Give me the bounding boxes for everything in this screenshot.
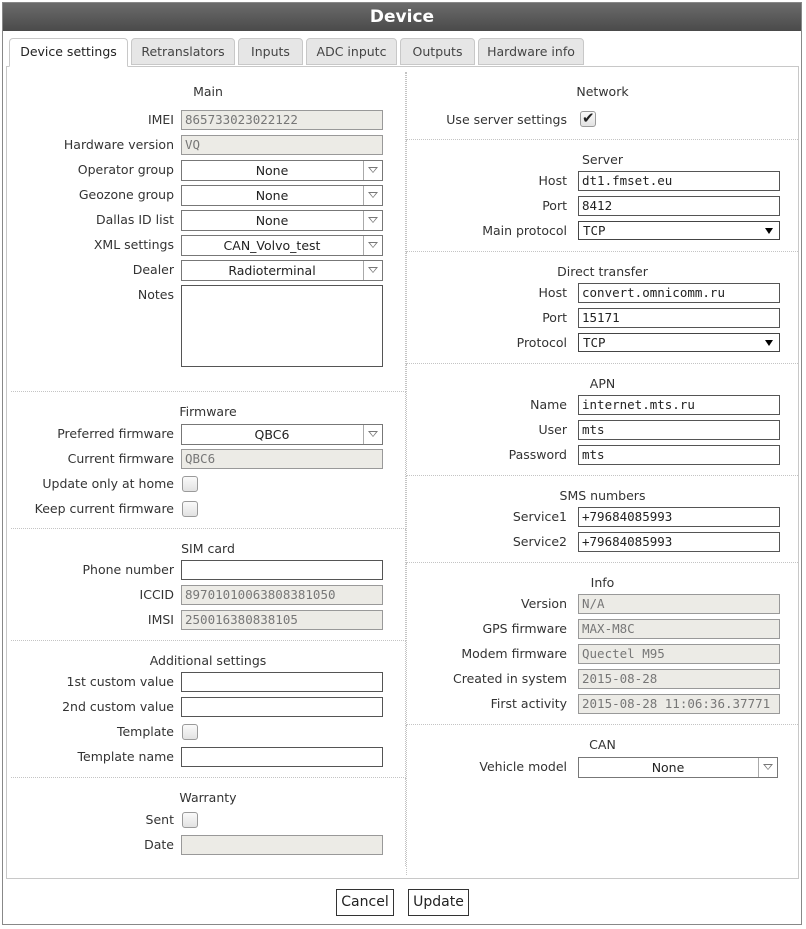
direct-protocol-label: Protocol: [516, 335, 567, 350]
current-firmware-field[interactable]: QBC6: [181, 449, 383, 469]
dallas-id-list-label: Dallas ID list: [95, 212, 174, 227]
direct-transfer-section: [406, 252, 798, 364]
direct-host-label: Host: [538, 285, 567, 300]
can-section-title: CAN: [589, 737, 616, 752]
cancel-button[interactable]: Cancel: [336, 889, 394, 916]
preferred-firmware-value: QBC6: [254, 427, 290, 442]
update-only-at-home-label: Update only at home: [42, 476, 174, 491]
warranty-section-title: Warranty: [179, 790, 237, 805]
apn-name-field[interactable]: internet.mts.ru: [578, 395, 780, 415]
version-field[interactable]: N/A: [578, 594, 780, 614]
update-only-at-home-checkbox[interactable]: [182, 476, 198, 492]
use-server-settings-label: Use server settings: [446, 112, 567, 127]
imei-label: IMEI: [147, 112, 174, 127]
first-activity-field[interactable]: 2015-08-28 11:06:36.37771: [578, 694, 780, 714]
custom-value-2-label: 2nd custom value: [62, 699, 174, 714]
server-host-label: Host: [538, 173, 567, 188]
first-activity-label: First activity: [490, 696, 567, 711]
sim-card-section-title: SIM card: [181, 541, 235, 556]
chevron-down-icon: [363, 161, 382, 180]
main-section: [11, 72, 406, 392]
checkmark-icon: ✔: [582, 109, 595, 127]
xml-settings-value: CAN_Volvo_test: [223, 238, 321, 253]
created-in-system-field[interactable]: 2015-08-28: [578, 669, 780, 689]
service2-field[interactable]: +79684085993: [578, 532, 780, 552]
sent-label: Sent: [145, 812, 174, 827]
gps-firmware-label: GPS firmware: [482, 621, 567, 636]
operator-group-label: Operator group: [77, 162, 174, 177]
warranty-section: [11, 778, 406, 866]
device-dialog: [2, 2, 802, 925]
operator-group-value: None: [255, 163, 289, 178]
hardware-version-label: Hardware version: [63, 137, 174, 152]
dealer-value: Radioterminal: [228, 263, 316, 278]
tab-hardware-info[interactable]: Hardware info: [478, 38, 584, 65]
chevron-down-icon: [363, 211, 382, 230]
network-section-title: Network: [576, 84, 629, 99]
apn-user-field[interactable]: mts: [578, 420, 780, 440]
dialog-title: Device: [3, 3, 801, 31]
dealer-select[interactable]: [181, 260, 383, 281]
dallas-id-list-select[interactable]: [181, 210, 383, 231]
apn-password-field[interactable]: mts: [578, 445, 780, 465]
firmware-section-title: Firmware: [179, 404, 237, 419]
device-settings-panel: [6, 66, 799, 879]
chevron-down-icon: [363, 236, 382, 255]
sms-numbers-section: [406, 476, 798, 563]
apn-section-title: APN: [589, 376, 616, 391]
tab-retranslators[interactable]: Retranslators: [131, 38, 235, 65]
geozone-group-label: Geozone group: [78, 187, 174, 202]
gps-firmware-field[interactable]: MAX-M8C: [578, 619, 780, 639]
info-section: [406, 563, 798, 725]
tab-device-settings[interactable]: Device settings: [9, 38, 128, 67]
xml-settings-select[interactable]: [181, 235, 383, 256]
preferred-firmware-select[interactable]: [181, 424, 383, 445]
xml-settings-label: XML settings: [93, 237, 174, 252]
notes-textarea[interactable]: [181, 285, 383, 367]
server-host-field[interactable]: dt1.fmset.eu: [578, 171, 780, 191]
use-server-settings-checkbox[interactable]: [580, 111, 596, 127]
current-firmware-label: Current firmware: [67, 451, 174, 466]
custom-value-1-field[interactable]: [181, 672, 383, 692]
direct-protocol-value: TCP: [583, 335, 606, 350]
apn-user-label: User: [538, 422, 567, 437]
vehicle-model-label: Vehicle model: [479, 759, 567, 774]
template-checkbox[interactable]: [182, 724, 198, 740]
geozone-group-select[interactable]: [181, 185, 383, 206]
chevron-down-icon: [758, 758, 777, 777]
phone-number-field[interactable]: [181, 560, 383, 580]
dallas-id-list-value: None: [255, 213, 289, 228]
preferred-firmware-label: Preferred firmware: [57, 426, 174, 441]
notes-label: Notes: [137, 287, 174, 302]
version-label: Version: [521, 596, 567, 611]
tab-bar: [9, 38, 801, 68]
network-section: [406, 72, 798, 140]
main-protocol-value: TCP: [583, 223, 606, 238]
imsi-field[interactable]: 250016380838105: [181, 610, 383, 630]
iccid-label: ICCID: [139, 587, 174, 602]
keep-current-firmware-checkbox[interactable]: [182, 501, 198, 517]
sms-numbers-section-title: SMS numbers: [559, 488, 646, 503]
chevron-down-icon: [363, 186, 382, 205]
warranty-date-field[interactable]: [181, 835, 383, 855]
server-section-title: Server: [582, 152, 623, 167]
modem-firmware-label: Modem firmware: [461, 646, 567, 661]
direct-host-field[interactable]: convert.omnicomm.ru: [578, 283, 780, 303]
tab-outputs[interactable]: Outputs: [400, 38, 475, 65]
geozone-group-value: None: [255, 188, 289, 203]
direct-port-label: Port: [542, 310, 567, 325]
sim-card-section: [11, 529, 406, 641]
imsi-label: IMSI: [147, 612, 174, 627]
tab-adc-inputs[interactable]: ADC inputc: [306, 38, 397, 65]
additional-settings-section: [11, 641, 406, 778]
firmware-section: [11, 392, 406, 529]
main-protocol-select[interactable]: [578, 221, 780, 240]
direct-port-field[interactable]: 15171: [578, 308, 780, 328]
custom-value-2-field[interactable]: [181, 697, 383, 717]
service1-field[interactable]: +79684085993: [578, 507, 780, 527]
server-section: [406, 140, 798, 252]
sent-checkbox[interactable]: [182, 812, 198, 828]
server-port-label: Port: [542, 198, 567, 213]
apn-password-label: Password: [508, 447, 567, 462]
date-label: Date: [144, 837, 174, 852]
service2-label: Service2: [512, 534, 567, 549]
imei-field[interactable]: 865733023022122: [181, 110, 383, 130]
created-in-system-label: Created in system: [452, 671, 567, 686]
can-section: [406, 725, 798, 875]
vehicle-model-value: None: [651, 760, 685, 775]
dropdown-arrow-icon: [765, 228, 773, 234]
main-section-title: Main: [193, 84, 223, 99]
additional-settings-section-title: Additional settings: [149, 653, 267, 668]
direct-transfer-section-title: Direct transfer: [557, 264, 648, 279]
service1-label: Service1: [512, 509, 567, 524]
hardware-version-field[interactable]: VQ: [181, 135, 383, 155]
chevron-down-icon: [363, 261, 382, 280]
iccid-field[interactable]: 89701010063808381050: [181, 585, 383, 605]
chevron-down-icon: [363, 425, 382, 444]
modem-firmware-field[interactable]: Quectel M95: [578, 644, 780, 664]
tab-inputs[interactable]: Inputs: [238, 38, 303, 65]
dropdown-arrow-icon: [765, 340, 773, 346]
phone-number-label: Phone number: [82, 562, 174, 577]
template-label: Template: [116, 724, 174, 739]
update-button[interactable]: Update: [408, 889, 469, 916]
template-name-label: Template name: [77, 749, 174, 764]
apn-section: [406, 364, 798, 476]
custom-value-1-label: 1st custom value: [66, 674, 174, 689]
info-section-title: Info: [590, 575, 615, 590]
server-port-field[interactable]: 8412: [578, 196, 780, 216]
dealer-label: Dealer: [132, 262, 174, 277]
keep-current-firmware-label: Keep current firmware: [34, 501, 174, 516]
direct-protocol-select[interactable]: [578, 333, 780, 352]
vehicle-model-select[interactable]: [578, 757, 778, 778]
template-name-field[interactable]: [181, 747, 383, 767]
main-protocol-label: Main protocol: [482, 223, 567, 238]
apn-name-label: Name: [530, 397, 567, 412]
operator-group-select[interactable]: [181, 160, 383, 181]
